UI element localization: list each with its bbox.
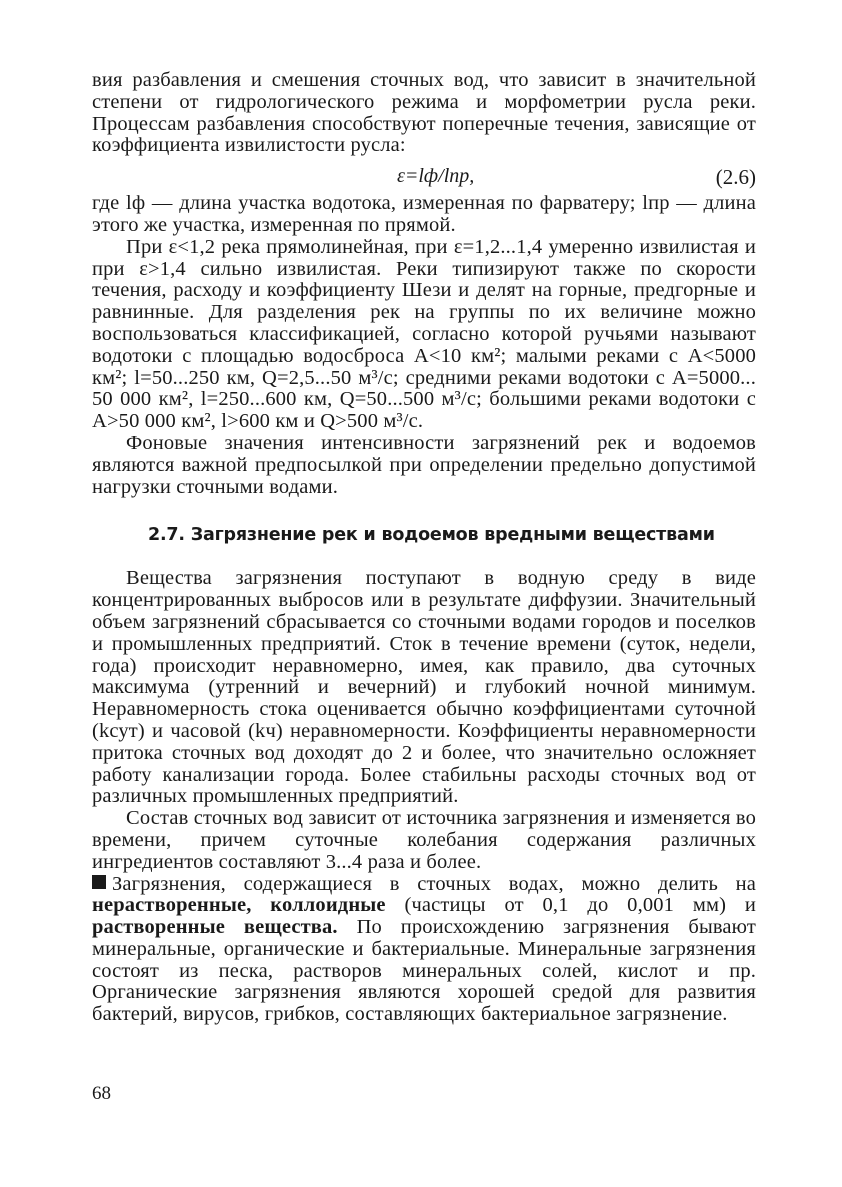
background-paragraph: Фоновые значения интенсивности загрязнений рек и водоемов являются важной предпосылкой при определении предельно допустимой нагрузки сточными водами. (92, 431, 756, 498)
formula-number: (2.6) (715, 165, 756, 190)
pollution-paragraph-1: Вещества загрязнения поступают в водную среду в виде концентрированных выбросов или в результате диффузии. Значительный объем загрязнений сбрасывается со сточными водами городов и поселков и промышленных предприятий. Сток в течение времени (суток, недели, года) происходит неравномерно, имея, как правило, два суточных максимума (утренний и вечерний) и глубокий ночной минимум. Неравномерность стока оценивается обычно коэффициентами суточной (kсут) и часовой (kч) неравномерности. Коэффициенты неравномерности притока сточных вод доходят до 2 и более, что значительно осложняет работу канализации города. Более стабильны расходы сточных вод от различных промышленных предприятий. (92, 567, 756, 808)
pollution-paragraph-3 (92, 874, 756, 1027)
sinuosity-formula: ε=lф/lпр, (397, 165, 475, 188)
bold-term-insoluble: нерастворенные, коллоидные (92, 894, 386, 917)
bold-term-dissolved: растворенные вещества. (92, 916, 338, 939)
intro-paragraph: вия разбавления и смешения сточных вод, что зависит в значительной степени от гидрологического режима и морфометрии русла реки. Процессам разбавления способствуют поперечные течения, зависящие от коэффициента извилистости русла: (92, 69, 756, 157)
formula-row (92, 159, 756, 193)
pollution-paragraph-3-rest: По происхождению загрязнения бывают минеральные, органические и бактериальные. Минеральные загрязнения состоят из песка, растворов минеральных солей, кислот и пр. Органические загрязнения являются хорошей средой для развития бактерий, вирусов, грибков, составляющих бактериальное загрязнение. (92, 916, 756, 1026)
pollution-paragraph-3-lead: Загрязнения, содержащиеся в сточных водах, можно делить на (112, 872, 756, 895)
section-heading: 2.7. Загрязнение рек и водоемов вредными веществами (148, 525, 715, 546)
pollution-paragraph-2: Состав сточных вод зависит от источника загрязнения и изменяется во времени, причем суточные колебания содержания различных ингредиентов составляют 3...4 раза и более. (92, 807, 756, 873)
classification-paragraph: При ε<1,2 река прямолинейная, при ε=1,2...1,4 умеренно извилистая и при ε>1,4 сильно извилистая. Реки типизируют также по скорости течения, расходу и коэффициенту Шези и делят на горные, предгорные и равнинные. Для разделения рек на группы по их величине можно воспользоваться классификацией, согласно которой ручьями называют водотоки с площадью водосброса A<10 км²; малыми реками с A<5000 км²; l=50...250 км, Q=2,5...50 м³/с; средними реками водотоки с A=5000... 50 000 км², l=250...600 км, Q=50...500 м³/с; большими реками водотоки с A>50 000 км², l>600 км и Q>500 м³/с. (92, 235, 756, 433)
page-number: 68 (92, 1083, 111, 1104)
page-body (92, 70, 756, 1026)
formula-explanation: где lф — длина участка водотока, измеренная по фарватеру; lпр — длина этого же участка, измеренная по прямой. (92, 192, 756, 236)
pollution-paragraph-3-middle: (частицы от 0,1 до 0,001 мм) и (404, 894, 756, 917)
square-bullet-icon (92, 875, 106, 889)
